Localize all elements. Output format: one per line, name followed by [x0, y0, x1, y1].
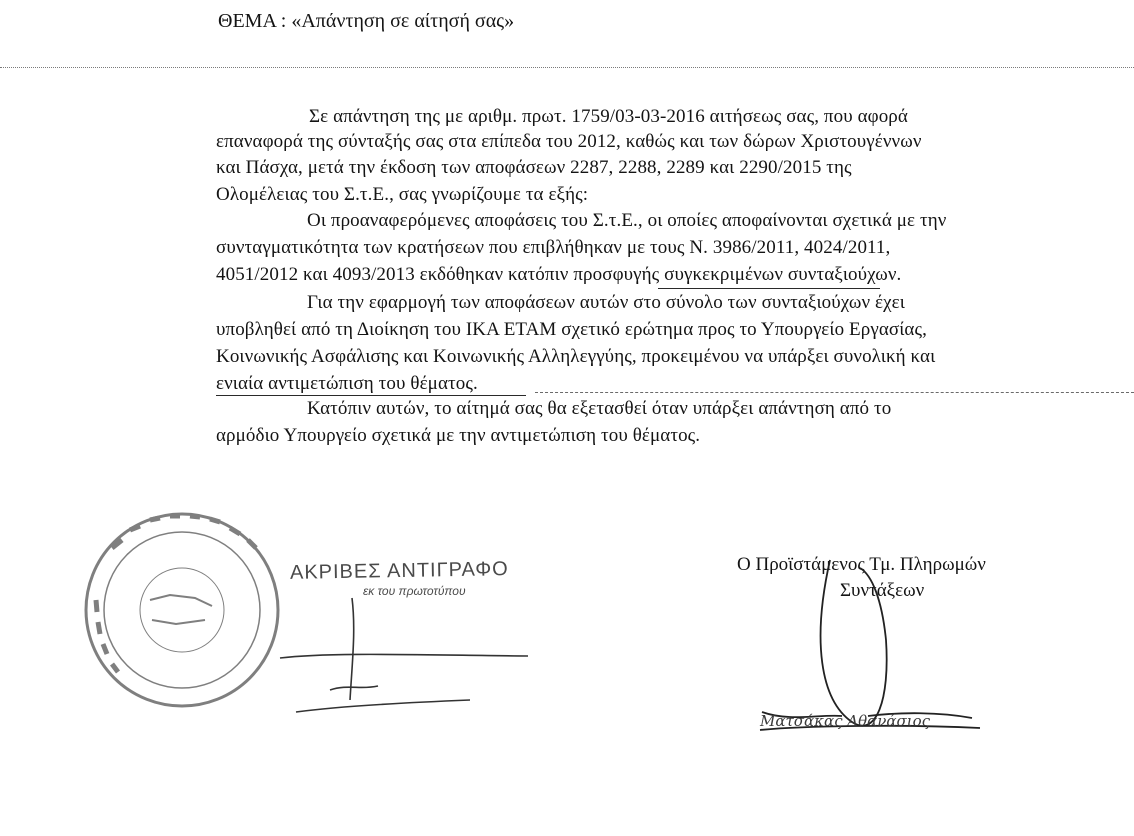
body-line: 4051/2012 και 4093/2013 εκδόθηκαν κατόπιν προσφυγής συγκεκριμένων συνταξιούχων. — [216, 264, 902, 285]
body-line: Για την εφαρμογή των αποφάσεων αυτών στο σύνολο των συνταξιούχων έχει — [307, 292, 905, 313]
body-line: Σε απάντηση της με αριθμ. πρωτ. 1759/03-03-2016 αιτήσεως σας, που αφορά — [309, 106, 908, 127]
signature-title-line2: Συντάξεων — [840, 580, 925, 601]
right-handwritten-signature-icon — [760, 560, 980, 730]
body-line: και Πάσχα, μετά την έκδοση των αποφάσεων 2287, 2288, 2289 και 2290/2015 της — [216, 157, 852, 178]
document-subject: ΘΕΜΑ : «Απάντηση σε αίτησή σας» — [218, 10, 515, 32]
body-line: συνταγματικότητα των κρατήσεων που επιβλήθηκαν με τους Ν. 3986/2011, 4024/2011, — [216, 237, 891, 258]
body-line: επαναφορά της σύνταξής σας στα επίπεδα του 2012, καθώς και των δώρων Χριστουγέννων — [216, 131, 922, 152]
left-handwritten-signature-icon — [280, 598, 528, 712]
certified-copy-stamp-text: ΑΚΡΙΒΕΣ ΑΝΤΙΓΡΑΦΟ — [289, 558, 509, 584]
official-seal-icon — [86, 514, 278, 706]
body-line: Κατόπιν αυτών, το αίτημά σας θα εξετασθεί όταν υπάρξει απάντηση από το — [307, 398, 892, 419]
body-line: Οι προαναφερόμενες αποφάσεις του Σ.τ.Ε., οι οποίες αποφαίνονται σχετικά με την — [307, 210, 947, 231]
body-line: αρμόδιο Υπουργείο σχετικά με την αντιμετώπιση του θέματος. — [216, 425, 701, 446]
signature-name: Ματσάκας Αθανάσιος — [760, 712, 931, 730]
body-line: ενιαία αντιμετώπιση του θέματος. — [216, 373, 478, 394]
signature-title-line1: Ο Προϊστάμενος Τμ. Πληρωμών — [737, 554, 986, 575]
body-line: Κοινωνικής Ασφάλισης και Κοινωνικής Αλληλεγγύης, προκειμένου να υπάρξει συνολική και — [216, 346, 936, 367]
certified-copy-stamp-subtext: εκ του πρωτοτύπου — [363, 584, 466, 598]
body-line: υποβληθεί από τη Διοίκηση του ΙΚΑ ΕΤΑΜ σχετικό ερώτημα προς το Υπουργείο Εργασίας, — [216, 319, 927, 340]
body-line: Ολομέλειας του Σ.τ.Ε., σας γνωρίζουμε τα εξής: — [216, 184, 589, 205]
